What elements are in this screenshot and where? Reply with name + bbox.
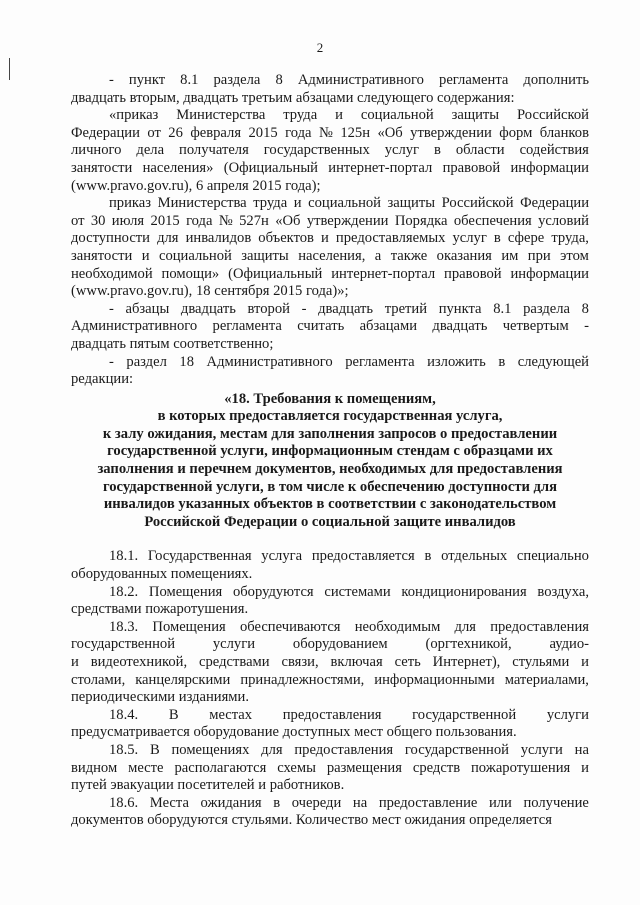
word: утверждении <box>306 212 389 229</box>
word: социальной <box>158 247 232 264</box>
heading-line: государственной услуги, информационным стендам с образцами их <box>107 443 553 460</box>
intro-section <box>71 72 589 389</box>
word: очереди <box>291 794 342 811</box>
word: и <box>581 759 589 776</box>
word: Административного <box>297 72 424 88</box>
word: необходимым <box>354 618 441 635</box>
word: раздела <box>523 300 571 317</box>
word: обеспечения <box>453 212 532 229</box>
text-line: (www.pravo.gov.ru), 6 апреля 2015 года); <box>71 177 321 194</box>
word: а <box>374 247 382 264</box>
word: предоставляется <box>311 548 415 565</box>
word: 18.1. <box>109 548 139 565</box>
word: дополнить <box>523 72 589 88</box>
word: области <box>455 142 505 159</box>
word: на <box>574 741 589 758</box>
word: для <box>261 741 283 758</box>
word: двадцать <box>432 318 488 335</box>
word: 18.2. <box>109 583 139 600</box>
text-line <box>71 195 589 213</box>
word: 2015 <box>248 124 278 141</box>
word: ожидания <box>200 794 262 811</box>
word: государственной <box>404 741 509 758</box>
word: канцелярскими <box>135 671 231 688</box>
word: «Об <box>275 212 301 229</box>
word: правовой <box>442 159 501 176</box>
word: инвалидов <box>185 230 252 247</box>
word: считать <box>297 318 345 335</box>
word: интернет-портал <box>328 159 433 176</box>
word: абзацами <box>359 318 418 335</box>
text-line: двадцать вторым, двадцать третьим абзацами следующего содержания: <box>71 89 515 106</box>
word: условий <box>538 212 589 229</box>
section-paragraph <box>71 584 589 619</box>
word: системами <box>324 583 391 600</box>
word: стульями <box>512 654 570 670</box>
word: Министерства <box>176 107 266 124</box>
word: услуги <box>212 636 256 653</box>
margin-mark <box>9 58 10 80</box>
word: № <box>218 212 233 229</box>
word: года <box>186 212 213 229</box>
word: предоставление <box>378 794 478 811</box>
word: пункт <box>128 72 166 88</box>
text-line <box>71 107 589 125</box>
word: Федерации <box>520 195 589 212</box>
word: № <box>318 124 333 141</box>
word: 8.1 <box>180 72 199 88</box>
word: занятости <box>71 159 133 176</box>
word: населения, <box>298 247 366 264</box>
word: Помещения <box>152 618 226 635</box>
word: форм <box>499 124 533 141</box>
word: раздела <box>213 72 261 88</box>
heading-line: заполнения и перечнем документов, необходимых для предоставления <box>97 461 563 478</box>
word: государственных <box>263 142 370 159</box>
word: сфере <box>507 230 545 247</box>
word: дела <box>136 142 165 159</box>
word: размещения <box>326 759 402 776</box>
word: социальной <box>360 107 434 124</box>
word: приказ <box>109 195 152 212</box>
word: и <box>293 195 302 212</box>
word: регламента <box>345 353 415 370</box>
text-line: предусматривается оборудование доступных мест общего пользования. <box>71 724 517 741</box>
word: Министерства <box>157 195 247 212</box>
word: 18.6. <box>109 794 139 811</box>
word: занятости <box>71 247 133 264</box>
word: 125н <box>340 124 371 141</box>
word: февраля <box>190 124 242 141</box>
word: населения» <box>142 159 214 176</box>
word: изложить <box>427 353 486 370</box>
intro-paragraph <box>71 354 589 389</box>
word: двадцать <box>318 300 374 317</box>
word: личного <box>71 142 122 159</box>
word: защиты <box>387 195 436 212</box>
text-line <box>71 160 589 178</box>
text-line <box>71 354 589 372</box>
word: В <box>168 706 179 723</box>
word: раздел <box>126 353 167 370</box>
document-body <box>71 72 589 830</box>
word: материалами, <box>504 671 589 688</box>
word: в <box>498 353 506 370</box>
word: также <box>390 247 428 264</box>
text-line: путей эвакуации посетителей и работников. <box>71 777 345 794</box>
text-line: редакции: <box>71 371 134 388</box>
text-line <box>71 584 589 602</box>
word: кондиционирования <box>401 583 527 600</box>
word: местах <box>209 706 253 723</box>
word: «Об <box>377 124 403 141</box>
word: социальной <box>308 195 381 212</box>
word: пункта <box>438 300 482 317</box>
word: отдельных <box>441 548 508 565</box>
text-line <box>71 301 589 319</box>
word: этом <box>560 247 589 264</box>
text-line <box>71 636 589 654</box>
word: двадцать <box>180 300 236 317</box>
word: схемы <box>277 759 316 776</box>
heading-line: «18. Требования к помещениям, <box>224 390 436 407</box>
word: - <box>109 72 114 88</box>
word: (Официальный <box>223 159 318 176</box>
word: и <box>71 654 79 670</box>
word: государственной <box>412 706 517 723</box>
word: оборудуются <box>232 583 314 600</box>
word: - <box>584 318 589 335</box>
word: воздуха, <box>537 583 589 600</box>
word: в <box>493 230 501 247</box>
heading-line: к залу ожидания, местам для заполнения запросов о предоставлении <box>102 425 558 442</box>
word: или <box>488 794 512 811</box>
word: (Официальный <box>228 265 323 282</box>
word: услуги <box>520 741 563 758</box>
word: - <box>109 353 114 370</box>
word: услуги <box>546 706 589 723</box>
word: специально <box>516 548 589 565</box>
text-line <box>71 213 589 231</box>
word: - <box>301 300 307 317</box>
word: услуг <box>384 142 420 159</box>
word: для <box>157 230 179 247</box>
section-paragraph <box>71 619 589 707</box>
word: информации <box>510 159 589 176</box>
word: 8 <box>581 300 589 317</box>
text-line <box>71 548 589 566</box>
word: аудио- <box>549 636 589 653</box>
word: четвертым <box>502 318 569 335</box>
text-line: периодическими изданиями. <box>71 689 249 706</box>
section-paragraph <box>71 795 589 830</box>
word: в <box>273 794 281 811</box>
word: предоставляемых <box>335 230 446 247</box>
word: оборудованием <box>292 636 388 653</box>
word: объектов <box>258 230 314 247</box>
word: предоставления <box>282 706 382 723</box>
word: правовой <box>444 265 502 282</box>
heading-line: Российской Федерации о социальной защите инвалидов <box>144 513 516 530</box>
text-line <box>71 142 589 160</box>
word: 527н <box>239 212 269 229</box>
word: регламента <box>439 72 509 88</box>
word: необходимой <box>71 265 153 282</box>
word: и <box>581 654 589 670</box>
heading-line: инвалидов указанных объектов в соответствии с законодательством <box>103 496 557 513</box>
heading-line: государственной услуги, в том числе к обеспечению доступности для <box>102 478 558 495</box>
word: получателя <box>179 142 249 159</box>
text-line: документов оборудуются стульями. Количество мест ожидания определяется <box>71 812 552 829</box>
word: 30 <box>90 212 106 229</box>
word: предоставления <box>294 741 394 758</box>
word: им <box>501 247 519 264</box>
section-paragraph <box>71 707 589 742</box>
word: 18 <box>179 353 194 370</box>
text-line <box>71 654 589 672</box>
word: Федерации <box>71 124 140 141</box>
word: в <box>424 548 432 565</box>
word: Российской <box>441 195 514 212</box>
word: услуг <box>452 230 487 247</box>
text-line <box>71 760 589 778</box>
word: от <box>71 212 85 229</box>
text-line: двадцать пятым соответственно; <box>71 335 274 352</box>
word: В <box>149 741 160 758</box>
section-paragraph <box>71 742 589 795</box>
word: интернет-портал <box>331 265 436 282</box>
word: при <box>527 247 551 264</box>
page-number: 2 <box>316 40 324 55</box>
word: «приказ <box>109 107 159 124</box>
word: следующей <box>517 353 589 370</box>
word: помещениях <box>171 741 250 758</box>
word: предоставления <box>490 618 589 635</box>
word: видеотехникой, <box>90 654 188 670</box>
word: Государственная <box>147 548 252 565</box>
word: 18.4. <box>109 706 139 723</box>
word: защиты <box>451 107 500 124</box>
word: пожаротушения <box>471 759 571 776</box>
word: средствами <box>199 654 270 670</box>
word: связи, <box>281 654 319 670</box>
word: Российской <box>517 107 589 124</box>
word: для <box>454 618 476 635</box>
heading-line: в которых предоставляется государственная услуга, <box>157 408 503 425</box>
word: государственной <box>71 636 176 653</box>
text-line <box>71 248 589 266</box>
word: столами, <box>71 671 126 688</box>
text-line <box>71 266 589 284</box>
word: Интернет), <box>432 654 501 670</box>
text-line <box>71 230 589 248</box>
text-line <box>71 318 589 336</box>
heading-spacer <box>71 531 589 548</box>
word: бланков <box>539 124 589 141</box>
intro-paragraph <box>71 195 589 301</box>
word: обеспечиваются <box>239 618 341 635</box>
intro-paragraph <box>71 301 589 354</box>
word: месте <box>128 759 164 776</box>
word: Порядка <box>394 212 448 229</box>
word: 2015 <box>150 212 180 229</box>
word: 18.5. <box>109 741 139 758</box>
word: доступности <box>71 230 150 247</box>
word: труда <box>283 107 318 124</box>
word: и <box>335 107 343 124</box>
word: получение <box>523 794 589 811</box>
word: информации <box>510 265 589 282</box>
word: 8.1 <box>493 300 512 317</box>
word: труда <box>253 195 288 212</box>
word: защиты <box>241 247 289 264</box>
text-line: средствами пожаротушения. <box>71 601 249 618</box>
word: труда, <box>551 230 589 247</box>
word: абзацы <box>125 300 170 317</box>
word: помощи» <box>161 265 220 282</box>
word: оказания <box>436 247 492 264</box>
text-line <box>71 672 589 690</box>
intro-paragraph <box>71 72 589 107</box>
word: содействия <box>519 142 589 159</box>
word: Помещения <box>148 583 223 600</box>
word: на <box>352 794 368 811</box>
word: сеть <box>394 654 421 670</box>
word: средств <box>412 759 461 776</box>
text-line <box>71 742 589 760</box>
word: второй <box>247 300 290 317</box>
text-line <box>71 72 589 90</box>
word: от <box>147 124 161 141</box>
text-line <box>71 619 589 637</box>
text-line <box>71 795 589 813</box>
word: 26 <box>168 124 183 141</box>
word: Места <box>149 794 189 811</box>
word: располагаются <box>174 759 267 776</box>
word: включая <box>330 654 383 670</box>
text-line: оборудованных помещениях. <box>71 566 253 583</box>
intro-paragraph <box>71 107 589 195</box>
text-line <box>71 707 589 725</box>
word: - <box>109 300 114 317</box>
word: информационными <box>374 671 495 688</box>
word: года <box>285 124 312 141</box>
word: 18.3. <box>109 618 139 635</box>
word: в <box>433 142 441 159</box>
text-line: (www.pravo.gov.ru), 18 сентября 2015 года)»; <box>71 283 349 300</box>
word: и <box>141 247 150 264</box>
word: регламента <box>212 318 282 335</box>
word: Административного <box>71 318 198 335</box>
word: видном <box>71 759 118 776</box>
word: и <box>321 230 329 247</box>
word: (оргтехникой, <box>425 636 512 653</box>
section-18-body <box>71 548 589 830</box>
word: 8 <box>275 72 283 88</box>
section-18-heading <box>71 391 589 532</box>
word: услуга <box>261 548 303 565</box>
word: Административного <box>206 353 333 370</box>
text-line <box>71 125 589 143</box>
word: принадлежностями, <box>240 671 365 688</box>
word: утверждении <box>410 124 492 141</box>
section-paragraph <box>71 548 589 583</box>
word: третий <box>384 300 428 317</box>
word: июля <box>111 212 145 229</box>
